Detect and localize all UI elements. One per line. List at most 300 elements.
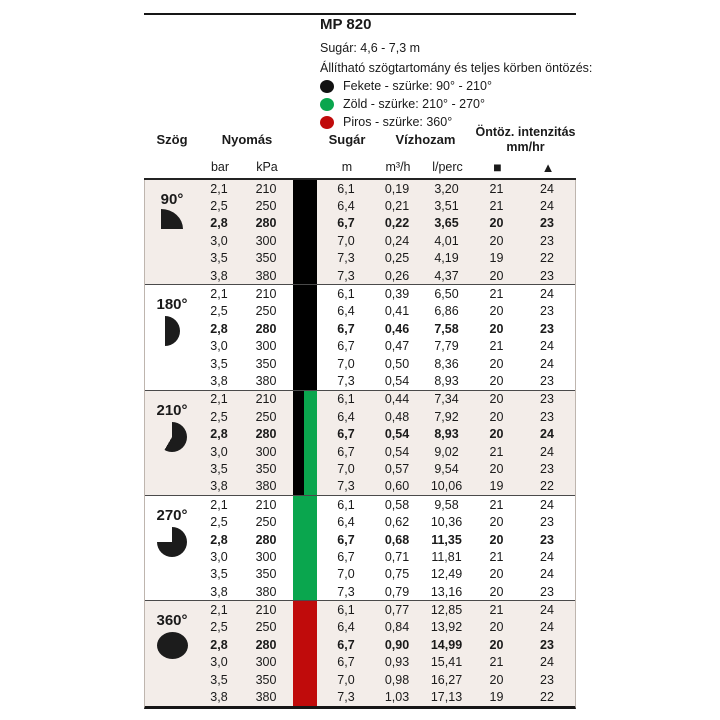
value-cell: 350: [255, 251, 277, 266]
angle-cell: [145, 601, 199, 705]
angle-section: [145, 180, 575, 284]
value-cell: 6,1: [337, 497, 355, 512]
value-cell: 23: [540, 216, 554, 231]
value-cell: 14,99: [430, 637, 463, 652]
value-cell: 0,62: [384, 515, 410, 530]
value-cell: 0,71: [384, 549, 410, 564]
color-band: [293, 478, 317, 495]
value-cell: 2,5: [210, 304, 228, 319]
value-cell: 3,8: [210, 479, 228, 494]
header-block: [320, 16, 592, 131]
value-cell: 350: [255, 672, 277, 687]
table-row: [199, 408, 575, 425]
value-cell: 3,5: [210, 251, 228, 266]
value-cell: 7,92: [434, 409, 459, 424]
band-spacer: [294, 156, 318, 178]
value-cell: 7,3: [337, 479, 355, 494]
value-cell: 7,3: [337, 268, 355, 283]
value-cell: 7,3: [337, 584, 355, 599]
value-cell: 280: [255, 427, 277, 442]
value-cell: 20: [489, 584, 504, 599]
section-rows: [199, 496, 575, 600]
legend-intro: Állítható szögtartomány és teljes körben öntözés:: [320, 61, 593, 75]
value-cell: 20: [489, 373, 504, 388]
value-cell: 3,51: [434, 199, 459, 214]
value-cell: 280: [255, 532, 277, 547]
value-cell: 3,5: [210, 567, 228, 582]
arc-270-icon: [157, 527, 187, 557]
color-band: [293, 425, 317, 442]
table-row: [199, 443, 575, 460]
value-cell: 6,7: [337, 637, 355, 652]
angle-section: [145, 600, 575, 705]
value-cell: 24: [540, 655, 554, 670]
value-cell: 380: [255, 373, 277, 388]
value-cell: 0,50: [384, 356, 410, 371]
value-cell: 10,06: [430, 479, 463, 494]
value-cell: 7,3: [337, 690, 355, 705]
value-cell: 6,4: [337, 199, 355, 214]
value-cell: 0,41: [384, 304, 410, 319]
value-cell: 6,1: [337, 181, 355, 196]
color-band: [293, 531, 317, 548]
value-cell: 23: [540, 268, 554, 283]
value-cell: 7,0: [337, 356, 355, 371]
value-cell: 23: [540, 373, 554, 388]
band-spacer: [294, 123, 318, 156]
table-row: [199, 391, 575, 408]
unit-kpa: kPa: [256, 160, 278, 174]
intensity-header-line1: Öntöz. intenzitás: [475, 124, 576, 139]
table-row: [199, 636, 575, 653]
value-cell: 8,93: [434, 427, 459, 442]
value-cell: 380: [255, 584, 277, 599]
value-cell: 7,58: [434, 321, 459, 336]
value-cell: 6,7: [337, 216, 355, 231]
value-cell: 12,85: [430, 603, 463, 618]
value-cell: 6,4: [337, 620, 355, 635]
value-cell: 280: [255, 216, 277, 231]
value-cell: 20: [489, 461, 504, 476]
table-row: [199, 250, 575, 267]
angle-label: 210°: [156, 401, 188, 419]
col-header-pressure: Nyomás: [221, 132, 273, 147]
value-cell: 3,5: [210, 672, 228, 687]
value-cell: 20: [489, 268, 504, 283]
value-cell: 300: [255, 339, 277, 354]
value-cell: 6,7: [337, 532, 355, 547]
square-symbol-icon: ■: [493, 159, 502, 175]
table-row: [199, 460, 575, 477]
value-cell: 24: [540, 497, 554, 512]
table-row: [199, 671, 575, 688]
value-cell: 20: [489, 409, 504, 424]
value-cell: 0,84: [384, 620, 410, 635]
value-cell: 6,1: [337, 287, 355, 302]
value-cell: 24: [540, 603, 554, 618]
value-cell: 6,1: [337, 392, 355, 407]
color-band: [293, 583, 317, 600]
color-band: [293, 671, 317, 688]
value-cell: 3,8: [210, 268, 228, 283]
table-row: [199, 513, 575, 530]
value-cell: 23: [540, 321, 554, 336]
value-cell: 0,75: [384, 567, 410, 582]
value-cell: 21: [489, 497, 504, 512]
intensity-header-line2: mm/hr: [506, 139, 545, 154]
value-cell: 9,02: [434, 444, 459, 459]
value-cell: 11,35: [431, 532, 462, 547]
value-cell: 20: [489, 620, 504, 635]
radius-subtitle: Sugár: 4,6 - 7,3 m: [320, 41, 421, 55]
value-cell: 3,0: [210, 444, 228, 459]
value-cell: 3,0: [210, 339, 228, 354]
value-cell: 6,7: [337, 444, 355, 459]
color-band: [293, 320, 317, 337]
value-cell: 3,5: [210, 356, 228, 371]
value-cell: 19: [489, 690, 504, 705]
value-cell: 20: [489, 515, 504, 530]
unit-m3h: m³/h: [385, 160, 411, 174]
value-cell: 23: [540, 392, 554, 407]
value-cell: 280: [255, 637, 277, 652]
table-row: [199, 531, 575, 548]
value-cell: 6,4: [337, 515, 355, 530]
value-cell: 23: [540, 515, 554, 530]
angle-cell: [145, 285, 199, 389]
color-band: [293, 267, 317, 284]
value-cell: 0,79: [384, 584, 410, 599]
value-cell: 21: [489, 655, 504, 670]
color-band: [293, 232, 317, 249]
value-cell: 0,26: [384, 268, 410, 283]
value-cell: 250: [255, 620, 277, 635]
angle-label: 270°: [156, 507, 188, 525]
table-row: [199, 285, 575, 302]
col-header-flow: Vízhozam: [395, 132, 456, 147]
arc-360-icon: [157, 632, 188, 659]
table-row: [199, 425, 575, 442]
table-row: [199, 566, 575, 583]
green-dot-icon: [320, 98, 334, 111]
value-cell: 0,39: [384, 287, 410, 302]
table-row: [199, 267, 575, 284]
legend-label: Zöld - szürke: 210° - 270°: [343, 97, 486, 111]
value-cell: 23: [540, 233, 554, 248]
angle-cell: [145, 391, 199, 495]
table-row: [199, 688, 575, 705]
value-cell: 22: [540, 479, 554, 494]
value-cell: 7,34: [434, 392, 459, 407]
value-cell: 0,54: [384, 373, 410, 388]
value-cell: 20: [489, 427, 504, 442]
value-cell: 2,5: [210, 620, 228, 635]
value-cell: 20: [489, 216, 504, 231]
value-cell: 7,79: [434, 339, 459, 354]
value-cell: 0,25: [384, 251, 410, 266]
unit-bar: bar: [210, 160, 230, 174]
value-cell: 8,36: [434, 356, 459, 371]
section-rows: [199, 180, 575, 284]
value-cell: 250: [255, 515, 277, 530]
triangle-symbol-icon: ▲: [541, 159, 555, 175]
color-band: [293, 548, 317, 565]
section-rows: [199, 285, 575, 389]
value-cell: 23: [540, 461, 554, 476]
value-cell: 300: [255, 549, 277, 564]
color-band: [293, 443, 317, 460]
value-cell: 0,98: [384, 672, 410, 687]
value-cell: 23: [540, 584, 554, 599]
value-cell: 19: [489, 251, 504, 266]
value-cell: 380: [255, 268, 277, 283]
color-band: [293, 215, 317, 232]
color-band: [293, 303, 317, 320]
value-cell: 2,8: [210, 427, 228, 442]
section-rows: [199, 601, 575, 705]
angle-section: [145, 495, 575, 600]
value-cell: 0,46: [384, 321, 410, 336]
spec-table: [144, 123, 576, 709]
value-cell: 0,24: [384, 233, 410, 248]
value-cell: 23: [540, 304, 554, 319]
value-cell: 21: [489, 199, 504, 214]
value-cell: 2,8: [210, 637, 228, 652]
table-row: [199, 232, 575, 249]
value-cell: 2,5: [210, 409, 228, 424]
value-cell: 6,50: [434, 287, 459, 302]
value-cell: 20: [489, 637, 504, 652]
value-cell: 6,7: [337, 321, 355, 336]
legend-label: Piros - szürke: 360°: [343, 115, 453, 129]
value-cell: 2,5: [210, 199, 228, 214]
color-band: [293, 250, 317, 267]
value-cell: 350: [255, 567, 277, 582]
top-rule: [144, 13, 576, 15]
value-cell: 20: [489, 567, 504, 582]
table-row: [199, 215, 575, 232]
color-band: [293, 688, 317, 705]
value-cell: 2,1: [210, 181, 228, 196]
table-row: [199, 355, 575, 372]
value-cell: 21: [489, 549, 504, 564]
value-cell: 9,54: [434, 461, 459, 476]
value-cell: 300: [255, 655, 277, 670]
page-title: MP 820: [320, 16, 372, 33]
value-cell: 21: [489, 444, 504, 459]
value-cell: 3,8: [210, 373, 228, 388]
color-band: [293, 355, 317, 372]
value-cell: 6,86: [434, 304, 459, 319]
value-cell: 210: [255, 287, 277, 302]
value-cell: 6,7: [337, 339, 355, 354]
value-cell: 300: [255, 444, 277, 459]
table-row: [199, 338, 575, 355]
value-cell: 20: [489, 672, 504, 687]
color-band: [293, 636, 317, 653]
color-band: [293, 513, 317, 530]
angle-cell: [145, 496, 199, 600]
value-cell: 23: [540, 672, 554, 687]
color-band: [293, 654, 317, 671]
color-band: [293, 338, 317, 355]
legend-item: [320, 95, 592, 113]
color-band: [293, 460, 317, 477]
table-row: [199, 496, 575, 513]
value-cell: 7,0: [337, 233, 355, 248]
value-cell: 0,54: [384, 427, 410, 442]
value-cell: 3,65: [434, 216, 459, 231]
table-row: [199, 372, 575, 389]
value-cell: 380: [255, 479, 277, 494]
value-cell: 24: [540, 356, 554, 371]
value-cell: 16,27: [430, 672, 463, 687]
table-row: [199, 583, 575, 600]
col-header-radius: Sugár: [328, 132, 366, 147]
value-cell: 3,0: [210, 549, 228, 564]
angle-cell: [145, 180, 199, 284]
value-cell: 0,60: [384, 479, 410, 494]
value-cell: 20: [489, 233, 504, 248]
section-rows: [199, 391, 575, 495]
value-cell: 350: [255, 356, 277, 371]
value-cell: 4,01: [434, 233, 459, 248]
value-cell: 7,3: [337, 251, 355, 266]
value-cell: 8,93: [434, 373, 459, 388]
value-cell: 0,47: [384, 339, 410, 354]
value-cell: 15,41: [430, 655, 463, 670]
value-cell: 24: [540, 549, 554, 564]
value-cell: 0,21: [384, 199, 410, 214]
value-cell: 19: [489, 479, 504, 494]
unit-spacer: [144, 156, 200, 178]
value-cell: 0,77: [384, 603, 410, 618]
value-cell: 2,1: [210, 287, 228, 302]
value-cell: 2,1: [210, 392, 228, 407]
col-header-angle: Szög: [156, 132, 188, 147]
table-row: [199, 197, 575, 214]
value-cell: 24: [540, 199, 554, 214]
table-row: [199, 478, 575, 495]
value-cell: 350: [255, 461, 277, 476]
angle-label: 180°: [156, 296, 188, 314]
unit-lperc: l/perc: [432, 160, 463, 174]
value-cell: 2,1: [210, 497, 228, 512]
color-band: [293, 197, 317, 214]
value-cell: 0,19: [384, 181, 410, 196]
value-cell: 4,37: [434, 268, 459, 283]
value-cell: 2,8: [210, 532, 228, 547]
value-cell: 0,93: [384, 655, 410, 670]
value-cell: 2,5: [210, 515, 228, 530]
value-cell: 6,7: [337, 427, 355, 442]
value-cell: 0,44: [384, 392, 410, 407]
value-cell: 6,4: [337, 409, 355, 424]
value-cell: 2,1: [210, 603, 228, 618]
legend-item: [320, 77, 592, 95]
color-band: [293, 408, 317, 425]
table-row: [199, 654, 575, 671]
table-units-row: [144, 156, 576, 178]
arc-180-icon: [165, 316, 180, 346]
value-cell: 24: [540, 181, 554, 196]
value-cell: 250: [255, 199, 277, 214]
value-cell: 210: [255, 603, 277, 618]
value-cell: 17,13: [430, 690, 463, 705]
value-cell: 0,57: [384, 461, 410, 476]
color-band: [293, 180, 317, 197]
table-row: [199, 619, 575, 636]
value-cell: 10,36: [430, 515, 463, 530]
value-cell: 3,8: [210, 690, 228, 705]
value-cell: 3,0: [210, 233, 228, 248]
value-cell: 2,8: [210, 321, 228, 336]
angle-section: [145, 390, 575, 495]
value-cell: 20: [489, 356, 504, 371]
arc-90-icon: [161, 209, 183, 229]
value-cell: 24: [540, 287, 554, 302]
value-cell: 6,4: [337, 304, 355, 319]
value-cell: 9,58: [434, 497, 459, 512]
table-body: [144, 180, 576, 709]
value-cell: 7,0: [337, 672, 355, 687]
value-cell: 7,0: [337, 567, 355, 582]
arc-210-icon: [157, 422, 187, 452]
value-cell: 250: [255, 409, 277, 424]
value-cell: 22: [540, 690, 554, 705]
value-cell: 7,0: [337, 461, 355, 476]
value-cell: 0,54: [384, 444, 410, 459]
value-cell: 0,22: [384, 216, 410, 231]
value-cell: 21: [489, 287, 504, 302]
value-cell: 7,3: [337, 373, 355, 388]
value-cell: 3,5: [210, 461, 228, 476]
table-row: [199, 320, 575, 337]
value-cell: 20: [489, 304, 504, 319]
legend-label: Fekete - szürke: 90° - 210°: [343, 79, 492, 93]
value-cell: 210: [255, 392, 277, 407]
value-cell: 23: [540, 532, 554, 547]
value-cell: 24: [540, 567, 554, 582]
angle-label: 360°: [156, 612, 188, 630]
value-cell: 3,20: [434, 181, 459, 196]
value-cell: 20: [489, 321, 504, 336]
value-cell: 6,1: [337, 603, 355, 618]
value-cell: 11,81: [431, 549, 462, 564]
value-cell: 3,0: [210, 655, 228, 670]
value-cell: 20: [489, 392, 504, 407]
col-header-intensity: [475, 123, 576, 156]
table-row: [199, 180, 575, 197]
color-band: [293, 619, 317, 636]
value-cell: 24: [540, 620, 554, 635]
value-cell: 0,48: [384, 409, 410, 424]
color-band: [293, 601, 317, 618]
value-cell: 4,19: [434, 251, 459, 266]
value-cell: 210: [255, 181, 277, 196]
value-cell: 210: [255, 497, 277, 512]
black-dot-icon: [320, 80, 334, 93]
color-band: [293, 566, 317, 583]
value-cell: 0,90: [384, 637, 410, 652]
value-cell: 300: [255, 233, 277, 248]
value-cell: 250: [255, 304, 277, 319]
value-cell: 12,49: [430, 567, 463, 582]
color-band: [293, 372, 317, 389]
value-cell: 380: [255, 690, 277, 705]
value-cell: 21: [489, 181, 504, 196]
value-cell: 1,03: [384, 690, 410, 705]
